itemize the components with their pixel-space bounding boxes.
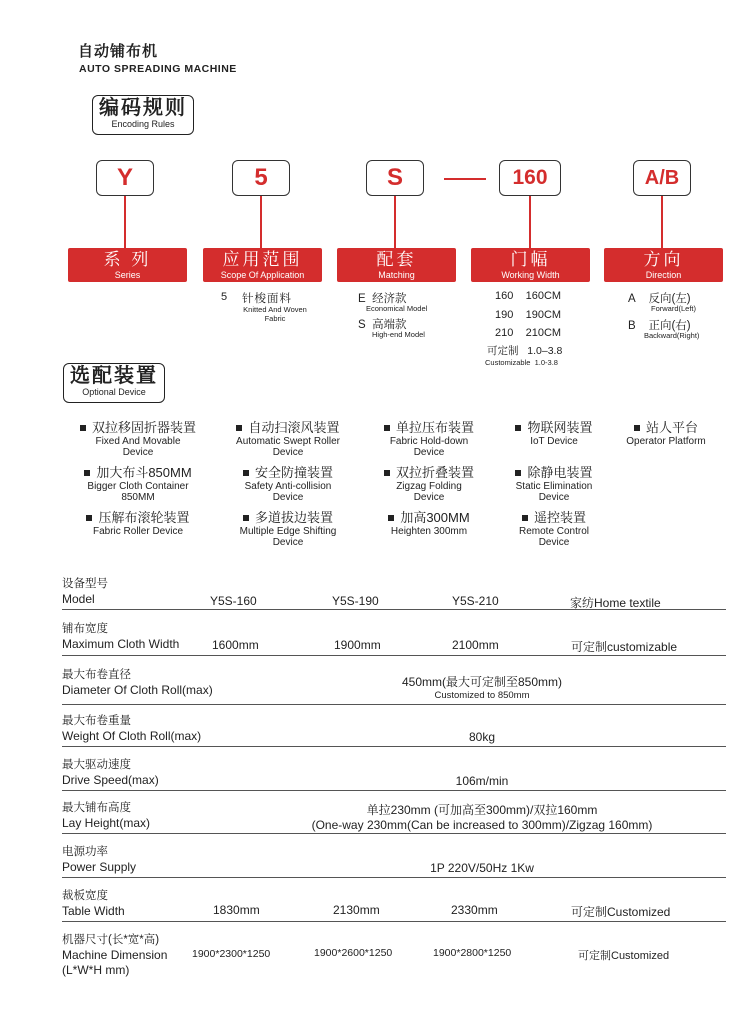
matching-item-en: High-end Model bbox=[372, 330, 425, 339]
bullet-icon bbox=[243, 515, 249, 521]
category-width: 门幅 Working Width bbox=[471, 248, 590, 282]
connector-line bbox=[661, 196, 663, 248]
option-item: 双拉移固折器装置 Fixed And Movable Device bbox=[62, 417, 214, 458]
bullet-icon bbox=[84, 470, 90, 476]
spec-row-table-width: 裁板宽度 Table Width 1830mm 2130mm 2330mm 可定制Customized bbox=[62, 886, 726, 922]
width-item: 210 210CM bbox=[495, 327, 562, 339]
bullet-icon bbox=[86, 515, 92, 521]
option-item: 加高300MM Heighten 300mm bbox=[368, 507, 490, 537]
option-item: 站人平台 Operator Platform bbox=[626, 420, 706, 447]
bullet-icon bbox=[384, 470, 390, 476]
matching-item: E 经济款 bbox=[358, 293, 407, 305]
width-item: 190 190CM bbox=[495, 309, 562, 321]
option-item: 遥控装置 Remote Control Device bbox=[518, 510, 590, 548]
code-box-series: Y bbox=[96, 160, 154, 196]
code-box-matching: S bbox=[366, 160, 424, 196]
bullet-icon bbox=[515, 425, 521, 431]
scope-code: 5 bbox=[221, 291, 228, 303]
spec-row-lay-height: 最大铺布高度 Lay Height(max) 单拉230mm (可加高至300mm)/双拉160mm (One-way 230mm(Can be increased to 300mm)/Zigzag 160mm) bbox=[62, 798, 726, 834]
bullet-icon bbox=[80, 425, 86, 431]
option-item: 除静电装置 Static Elimination Device bbox=[515, 465, 593, 503]
code-box-scope: 5 bbox=[232, 160, 290, 196]
spec-row-model: 设备型号 Model Y5S-160 Y5S-190 Y5S-210 家纺Home textile bbox=[62, 574, 726, 610]
connector-line bbox=[394, 196, 396, 248]
spec-row-power: 电源功率 Power Supply 1P 220V/50Hz 1Kw bbox=[62, 842, 726, 878]
connector-line bbox=[260, 196, 262, 248]
direction-item: A 反向(左) bbox=[628, 293, 691, 305]
page-title: 自动铺布机 bbox=[78, 43, 159, 60]
category-direction: 方向 Direction bbox=[604, 248, 723, 282]
bullet-icon bbox=[634, 425, 640, 431]
scope-en: Knitted And Woven Fabric bbox=[243, 305, 307, 323]
option-item: 双拉折叠装置 Zigzag Folding Device bbox=[368, 462, 490, 503]
category-matching: 配套 Matching bbox=[337, 248, 456, 282]
bullet-icon bbox=[515, 470, 521, 476]
bullet-icon bbox=[243, 470, 249, 476]
category-scope: 应用范围 Scope Of Application bbox=[203, 248, 322, 282]
connector-line bbox=[124, 196, 126, 248]
direction-item-en: Forward(Left) bbox=[651, 304, 697, 313]
direction-item: B 正向(右) bbox=[628, 320, 691, 332]
width-item: 160 160CM bbox=[495, 290, 562, 302]
spec-row-drive-speed: 最大驱动速度 Drive Speed(max) 106m/min bbox=[62, 755, 726, 791]
bullet-icon bbox=[522, 515, 528, 521]
option-item: 加大布斗850MM Bigger Cloth Container 850MM bbox=[62, 462, 214, 503]
width-custom: 可定制 1.0–3.8 bbox=[487, 345, 563, 357]
scope-cn: 针梭面料 bbox=[242, 293, 292, 305]
option-item: 单拉压布装置 Fabric Hold-down Device bbox=[368, 417, 490, 458]
spec-row-machine-dimension: 机器尺寸(长*宽*高) Machine Dimension (L*W*H mm) 1900*2300*1250 1900*2600*1250 1900*2800*1250 可定制Customized bbox=[62, 934, 670, 977]
connector-line bbox=[529, 196, 531, 248]
bullet-icon bbox=[384, 425, 390, 431]
code-box-width: 160 bbox=[499, 160, 561, 196]
option-item: 物联网装置 IoT Device bbox=[502, 417, 606, 447]
width-custom-en: Customizable 1.0-3.8 bbox=[485, 358, 558, 367]
spec-row-cloth-width: 铺布宽度 Maximum Cloth Width 1600mm 1900mm 2100mm 可定制customizable bbox=[62, 618, 726, 656]
matching-item: S 高端款 bbox=[358, 319, 407, 331]
direction-item-en: Backward(Right) bbox=[644, 331, 700, 340]
spec-row-diameter: 最大布卷直径 Diameter Of Cloth Roll(max) 450mm(最大可定制至850mm) Customized to 850mm bbox=[62, 665, 726, 705]
option-item: 自动扫滚风装置 Automatic Swept Roller Device bbox=[236, 420, 340, 458]
category-series: 系 列 Series bbox=[68, 248, 187, 282]
encoding-rules-heading: 编码规则 Encoding Rules bbox=[92, 95, 194, 135]
matching-item-en: Economical Model bbox=[366, 304, 428, 313]
option-item: 多道拔边装置 Multiple Edge Shifting Device bbox=[239, 510, 337, 548]
option-item: 压解布滚轮装置 Fabric Roller Device bbox=[62, 507, 214, 537]
option-item: 安全防撞装置 Safety Anti-collision Device bbox=[244, 465, 333, 503]
bullet-icon bbox=[388, 515, 394, 521]
code-box-direction: A/B bbox=[633, 160, 691, 196]
bullet-icon bbox=[236, 425, 242, 431]
page-subtitle: AUTO SPREADING MACHINE bbox=[79, 63, 237, 75]
code-dash bbox=[444, 178, 486, 180]
spec-row-weight: 最大布卷重量 Weight Of Cloth Roll(max) 80kg bbox=[62, 711, 726, 747]
optional-device-heading: 选配装置 Optional Device bbox=[63, 363, 165, 403]
